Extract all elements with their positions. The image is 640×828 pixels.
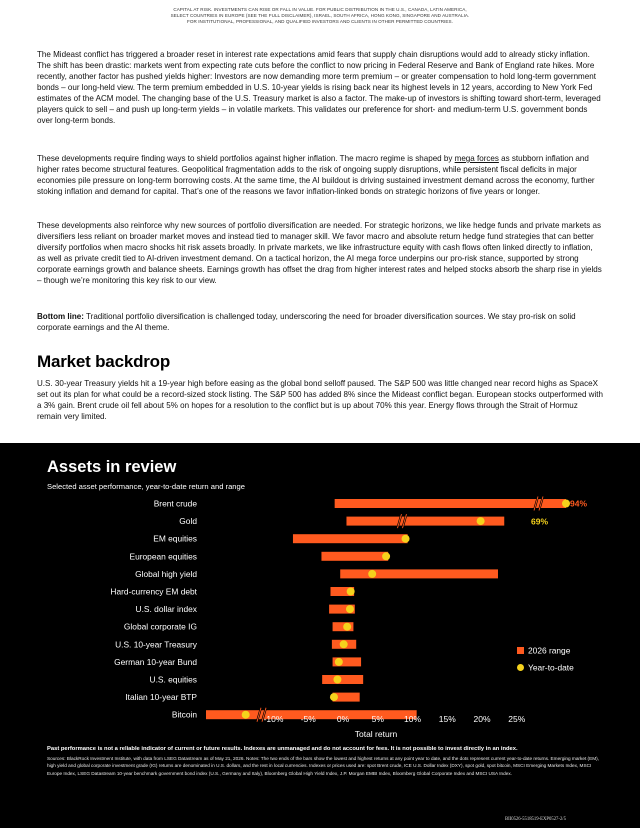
x-tick-label: 10% [403, 714, 422, 724]
paragraph-inflation-shield [37, 153, 603, 197]
assets-range-chart [0, 443, 640, 743]
legend-range-swatch [517, 647, 524, 654]
ytd-dot-global-corporate-ig [343, 623, 351, 631]
ytd-dot-gold [477, 517, 485, 525]
paragraph-text: as stubborn inflation and higher rates become structural features. Geopolitical fragmentation adds to the risk of ongoing supply disruptions, while persistent fiscal deficits in major economies pile pressure on long-term borrowing costs. At the same time, the AI buildout is driving sustained investment demand across the economy, further stoking inflation and demand for capital. That’s one of the reasons we favor inflation-linked bonds on strategic horizons of five years or longer. [37, 154, 595, 197]
category-label-european-equities: European equities [129, 551, 197, 562]
performance-disclaimer: Past performance is not a reliable indicator of current or future results. Indexes are unmanaged and do not account for fees. It is not possible to invest directly in an index. [47, 746, 518, 752]
category-label-global-corporate-ig: Global corporate IG [123, 621, 197, 632]
category-label-italian-10-year-btp: Italian 10-year BTP [125, 692, 197, 703]
ytd-dot-brent-crude [562, 500, 570, 508]
range-bar-global-high-yield [340, 569, 498, 578]
ytd-dot-german-10-year-bund [335, 658, 343, 666]
x-tick-label: 25% [508, 714, 526, 724]
range-bar-european-equities [321, 552, 388, 561]
category-label-german-10-year-bund: German 10-year Bund [114, 656, 197, 667]
category-label-brent-crude: Brent crude [153, 498, 197, 509]
paragraph-diversification: These developments also reinforce why new sources of portfolio diversification are needed. For strategic horizons, we like hedge funds and private markets as diversifiers less reliant on broader market moves and instead tied to manager skill. We favor macro and absolute return hedge fund strategies that can better diversify portfolios when macro shocks hit risk assets broadly. In private markets, we like infrastructure equity with cash flows often linked directly to inflation, as well as private credit tied to AI-driven investment demand. On a tactical horizon, the AI mega force underpins our pro-risk stance, supported by strong corporate earnings growth and balance sheets. Earnings growth has offset the drag from higher interest rates and helped stocks absorb the sharp rise in yields – though we’re monitoring this key risk to our view. [37, 221, 602, 286]
x-tick-label: 20% [473, 714, 491, 724]
break-label-brent-crude: 94% [570, 498, 588, 509]
legend-range-label: 2026 range [528, 645, 571, 656]
bottom-line-label: Bottom line: [37, 312, 84, 321]
paragraph-bottom-line [37, 311, 603, 333]
ytd-dot-bitcoin [242, 711, 250, 719]
break-label-gold: 69% [531, 516, 549, 527]
paragraph-text: Traditional portfolio diversification is challenged today, underscoring the need for broader diversification sources. We stay pro-risk on solid corporate earnings and the AI theme. [37, 312, 576, 333]
x-tick-label: 5% [371, 714, 384, 724]
chart-subtitle: Selected asset performance, year-to-date return and range [47, 482, 245, 491]
ytd-dot-italian-10-year-btp [330, 693, 338, 701]
section-title-market-backdrop: Market backdrop [37, 352, 171, 371]
category-label-u-s-dollar-index: U.S. dollar index [135, 604, 197, 615]
x-tick-label: 0% [336, 714, 350, 724]
category-label-gold: Gold [179, 516, 197, 527]
ytd-dot-global-high-yield [368, 570, 376, 578]
category-label-em-equities: EM equities [153, 533, 197, 544]
disclaimer-line-1: CAPITAL AT RISK. INVESTMENTS CAN RISE OR FALL IN VALUE. FOR PUBLIC DISTRIBUTION IN THE U.S., CANADA, LATIN AMERICA, [173, 7, 467, 12]
break-label-bitcoin: -28% [206, 709, 226, 720]
range-bar-u-s-equities [322, 675, 363, 684]
ytd-dot-hard-currency-em-debt [347, 588, 355, 596]
paragraph-rates-reset: The Mideast conflict has triggered a broader reset in interest rate expectations amid fears that supply chain disruptions would add to already sticky inflation. The shift has been drastic: markets went from expecting rate cuts before the conflict to now pricing in Federal Reserve and Bank of England rate hikes. More recently, another factor has pushed yields higher: Investors are now demanding more term premium – or greater compensation to hold long-term government bonds – our long-held view. The term premium embedded in U.S. 10-year yields is rising back near its highest levels in 12 years, according to New York Fed estimates of the ACM model. The changing base of the U.S. Treasury market is also a factor. The make-up of investors is shifting toward short-term, leveraged players quick to sell – and push up long-term yields – in volatile markets. This validates our preference for short- and medium-term U.S. government bonds over long-term bonds. [37, 50, 601, 126]
x-tick-label: 15% [438, 714, 456, 724]
chart-title: Assets in review [47, 458, 177, 476]
disclaimer-line-3: FOR INSTITUTIONAL, PROFESSIONAL, AND QUALIFIED INVESTORS AND CLIENTS IN OTHER PERMITTED COUNTRIES. [187, 19, 453, 25]
ytd-dot-european-equities [382, 552, 390, 560]
document-code: BII0526-5518519-EXP0527-2/5 [505, 817, 566, 822]
x-tick-label: -5% [300, 714, 316, 724]
range-bar-em-equities [293, 534, 408, 543]
chart-footer [47, 745, 603, 778]
category-label-u-s-equities: U.S. equities [149, 674, 197, 685]
category-label-hard-currency-em-debt: Hard-currency EM debt [110, 586, 197, 597]
disclaimer-line-2: SELECT COUNTRIES IN EUROPE (SEE THE FULL DISCLAIMER), ISRAEL, SOUTH AFRICA, HONG KONG, SINGAPORE AND AUSTRALIA. [170, 13, 470, 19]
category-label-bitcoin: Bitcoin [171, 709, 197, 720]
ytd-dot-u-s-equities [333, 676, 341, 684]
assets-in-review-panel [0, 443, 640, 828]
range-bar-brent-crude [335, 499, 566, 508]
ytd-dot-em-equities [402, 535, 410, 543]
x-axis-label: Total return [354, 729, 398, 739]
mega-forces-link[interactable]: mega forces [454, 154, 499, 163]
paragraph-market-backdrop: U.S. 30-year Treasury yields hit a 19-year high before easing as the global bond selloff paused. The S&P 500 was little changed near record highs as SpaceX set out its plan for what could be a record-sized stock listing. The S&P 500 has added 8% since the Mideast conflict began. European stocks outperformed with a 3% gain. Brent crude oil fell about 5% on hopes for a resolution to the conflict but is up about 70% this year. Energy flows through the Strait of Hormuz remain very limited. [37, 379, 603, 422]
disclaimer [120, 7, 520, 25]
ytd-dot-u-s-dollar-index [346, 605, 354, 613]
legend-ytd-dot [517, 664, 524, 671]
chart-sources: Sources: BlackRock Investment Institute, with data from LSEG Datastream as of May 21, 2026. Notes: The two ends of the bars show the lowest and highest returns at any point year to date, and the dots represent current year-to-date returns. Emerging market (EM), high yield and global corporate investment grade (IG) returns are denominated in U.S. dollars, and the rest in local currencies. Indexes or prices used are: spot Brent crude, ICE U.S. Dollar Index (DXY), spot gold, spot bitcoin, MSCI Emerging Markets Index, MSCI Europe Index, LSEG Datastream 10-year benchmark government bond index (U.S., Germany and Italy), Bloomberg Global High Yield Index, J.P. Morgan EMBI Index, Bloomberg Global Corporate Index and MSCI USA Index. [47, 755, 600, 777]
paragraph-text: These developments require finding ways to shield portfolios against higher inflation. The macro regime is shaped by [37, 154, 455, 163]
x-tick-label: -10% [263, 714, 284, 724]
legend-ytd-label: Year-to-date [528, 662, 574, 673]
ytd-dot-u-s-10-year-treasury [340, 640, 348, 648]
category-label-u-s-10-year-treasury: U.S. 10-year Treasury [115, 639, 197, 650]
category-label-global-high-yield: Global high yield [135, 568, 197, 579]
